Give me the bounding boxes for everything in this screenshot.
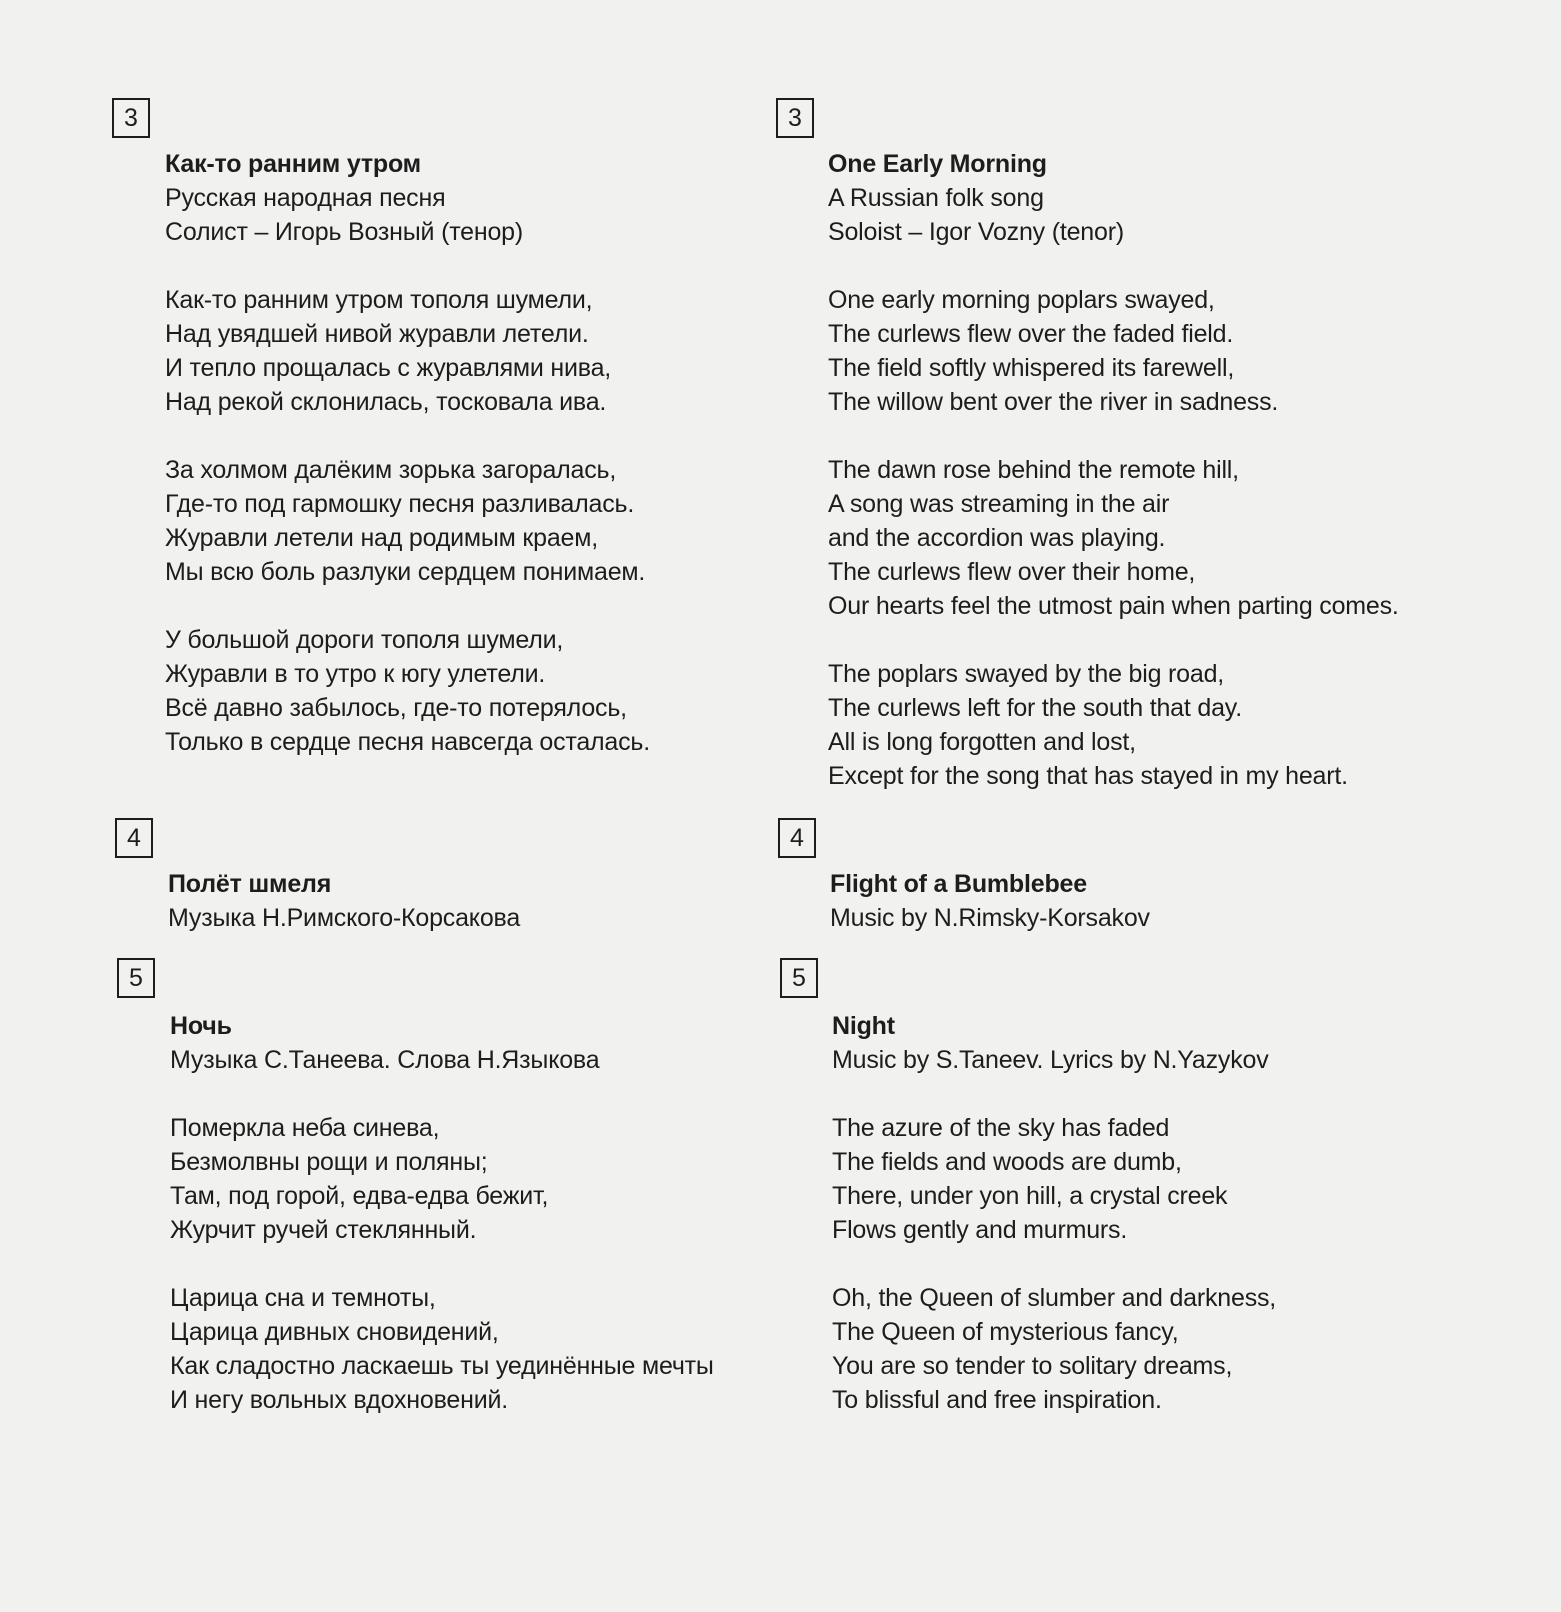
- lyric-line: За холмом далёким зорька загоралась,: [165, 456, 617, 484]
- lyric-line: The fields and woods are dumb,: [832, 1148, 1182, 1176]
- lyric-line: Померкла неба синева,: [170, 1114, 440, 1142]
- track-number-4-en: 4: [778, 818, 816, 858]
- song-title: Flight of a Bumblebee: [830, 870, 1087, 898]
- track-number-5-en: 5: [780, 958, 818, 998]
- lyric-line: Журчит ручей стеклянный.: [170, 1216, 477, 1244]
- lyric-line: The willow bent over the river in sadness.: [828, 388, 1279, 416]
- lyric-line: Царица дивных сновидений,: [170, 1318, 499, 1346]
- song-title: One Early Morning: [828, 150, 1047, 178]
- lyric-line: У большой дороги тополя шумели,: [165, 626, 564, 654]
- song-title: Ночь: [170, 1012, 232, 1040]
- lyric-line: One early morning poplars swayed,: [828, 286, 1215, 314]
- song-title: Как-то ранним утром: [165, 150, 421, 178]
- track-number-3-en: 3: [776, 98, 814, 138]
- song-subtitle: A Russian folk song: [828, 184, 1044, 212]
- lyric-line: The dawn rose behind the remote hill,: [828, 456, 1239, 484]
- lyric-line: There, under yon hill, a crystal creek: [832, 1182, 1228, 1210]
- lyric-line: Безмолвны рощи и поляны;: [170, 1148, 488, 1176]
- lyric-line: The curlews flew over their home,: [828, 558, 1196, 586]
- track-3-english-text: [828, 147, 1399, 793]
- track-number-3-ru: 3: [112, 98, 150, 138]
- track-5-english-text: [832, 1009, 1276, 1417]
- song-subtitle: Music by S.Taneev. Lyrics by N.Yazykov: [832, 1046, 1269, 1074]
- lyric-line: To blissful and free inspiration.: [832, 1386, 1162, 1414]
- lyric-line: Как сладостно ласкаешь ты уединённые мечты: [170, 1352, 714, 1380]
- lyric-line: Except for the song that has stayed in my heart.: [828, 762, 1348, 790]
- lyric-line: The curlews flew over the faded field.: [828, 320, 1234, 348]
- lyric-line: Журавли летели над родимым краем,: [165, 524, 598, 552]
- lyric-line: Flows gently and murmurs.: [832, 1216, 1128, 1244]
- lyric-line: Oh, the Queen of slumber and darkness,: [832, 1284, 1277, 1312]
- lyric-line: Журавли в то утро к югу улетели.: [165, 660, 546, 688]
- lyric-line: The Queen of mysterious fancy,: [832, 1318, 1179, 1346]
- lyric-line: Как-то ранним утром тополя шумели,: [165, 286, 593, 314]
- track-4-english-text: [830, 867, 1150, 935]
- track-3-russian-text: [165, 147, 650, 759]
- lyric-line: Мы всю боль разлуки сердцем понимаем.: [165, 558, 646, 586]
- lyric-line: Our hearts feel the utmost pain when parting comes.: [828, 592, 1399, 620]
- lyric-line: Только в сердце песня навсегда осталась.: [165, 728, 651, 756]
- lyric-line: И негу вольных вдохновений.: [170, 1386, 508, 1414]
- song-soloist: Солист – Игорь Возный (тенор): [165, 218, 524, 246]
- song-title: Полёт шмеля: [168, 870, 332, 898]
- song-subtitle: Музыка Н.Римского-Корсакова: [168, 904, 521, 932]
- lyric-line: Всё давно забылось, где-то потерялось,: [165, 694, 627, 722]
- lyric-line: You are so tender to solitary dreams,: [832, 1352, 1233, 1380]
- lyric-line: The curlews left for the south that day.: [828, 694, 1242, 722]
- song-subtitle: Music by N.Rimsky-Korsakov: [830, 904, 1150, 932]
- lyric-line: The field softly whispered its farewell,: [828, 354, 1235, 382]
- song-subtitle: Русская народная песня: [165, 184, 446, 212]
- lyric-line: Над рекой склонилась, тосковала ива.: [165, 388, 607, 416]
- lyric-line: All is long forgotten and lost,: [828, 728, 1136, 756]
- lyric-line: Царица сна и темноты,: [170, 1284, 436, 1312]
- lyric-line: The poplars swayed by the big road,: [828, 660, 1225, 688]
- lyric-line: and the accordion was playing.: [828, 524, 1166, 552]
- song-subtitle: Музыка С.Танеева. Слова Н.Языкова: [170, 1046, 600, 1074]
- lyric-line: The azure of the sky has faded: [832, 1114, 1170, 1142]
- lyric-line: И тепло прощалась с журавлями нива,: [165, 354, 612, 382]
- track-4-russian-text: [168, 867, 520, 935]
- lyric-line: A song was streaming in the air: [828, 490, 1170, 518]
- track-5-russian-text: [170, 1009, 714, 1417]
- lyric-line: Там, под горой, едва-едва бежит,: [170, 1182, 549, 1210]
- song-soloist: Soloist – Igor Vozny (tenor): [828, 218, 1124, 246]
- song-title: Night: [832, 1012, 895, 1040]
- lyric-line: Где-то под гармошку песня разливалась.: [165, 490, 635, 518]
- track-number-5-ru: 5: [117, 958, 155, 998]
- track-number-4-ru: 4: [115, 818, 153, 858]
- lyric-line: Над увядшей нивой журавли летели.: [165, 320, 589, 348]
